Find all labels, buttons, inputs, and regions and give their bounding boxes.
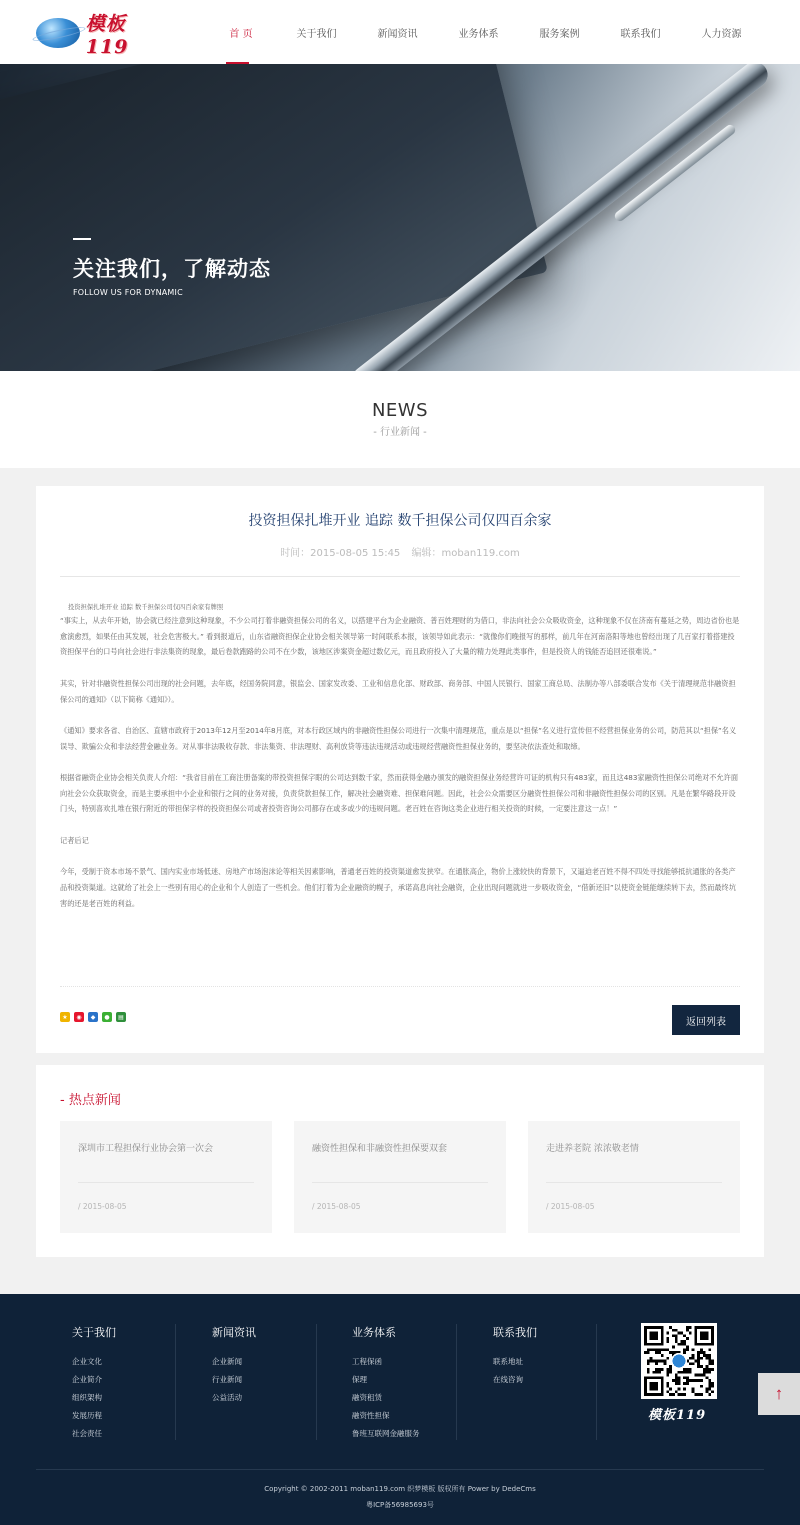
back-to-list-button[interactable]: 返回列表 <box>672 1005 740 1035</box>
hot-news-section <box>36 1065 764 1257</box>
footer-link[interactable]: 企业文化 <box>72 1357 102 1366</box>
icp-text: 粤ICP备56985693号 <box>366 1501 434 1509</box>
article-body <box>60 602 740 927</box>
footer-link[interactable]: 企业新闻 <box>212 1357 242 1366</box>
article-paragraph: 《通知》要求各省、自治区、直辖市政府于2013年12月至2014年8月底，对本行政区域内的非融资性担保公司进行一次集中清理规范，重点是以“担保”名义进行宣传但不经营担保业务的公司，防范其以“担保”名义误导、欺骗公众和非法经营金融业务。对从事非法吸收存款、非法集资、非法理财、高利放贷等违法违规活动或违规经营融资性担保业务的，要坚决依法查处和取缔。 <box>60 725 737 751</box>
footer-link[interactable]: 在线咨询 <box>493 1375 523 1384</box>
globe-logo-icon <box>36 18 80 48</box>
banner-title: 关注我们，了解动态 <box>73 257 271 281</box>
footer-divider <box>175 1324 176 1440</box>
renren-share-icon[interactable]: ▤ <box>116 1012 126 1022</box>
hot-news-card-title[interactable]: 走进养老院 浓浓敬老情 <box>546 1144 639 1154</box>
footer-link[interactable]: 行业新闻 <box>212 1375 242 1384</box>
qr-code-image <box>641 1323 717 1399</box>
tencent-share-icon[interactable]: ◆ <box>88 1012 98 1022</box>
footer-link[interactable]: 鲁班互联网金融服务 <box>352 1429 420 1438</box>
hot-news-card[interactable] <box>528 1121 740 1233</box>
logo-text: 模板119 <box>85 12 129 58</box>
article-paragraph: 今年，受制于资本市场不景气、国内实业市场低迷、房地产市场泡沫论等相关因素影响，普通老百姓的投资渠道愈发狭窄。在通胀高企，物价上涨较快的背景下，又逼迫老百姓不得不四处寻找能够抵抗通胀的各类产品和投资渠道。这就给了社会上一些别有用心的企业和个人创造了一些机会。他们打着为企业融资的幌子，承诺高息向社会融资，企业出现问题就进一步吸收资金，“借新还旧”以使资金链能继续转下去，然而最终坑害的还是老百姓的利益。 <box>60 867 736 908</box>
nav-item[interactable]: 关于我们 <box>296 28 337 40</box>
footer-column-title: 联系我们 <box>493 1326 537 1339</box>
footer-column-title: 新闻资讯 <box>212 1326 256 1339</box>
main-nav <box>206 0 762 64</box>
site-logo[interactable] <box>36 12 168 58</box>
hot-news-list <box>60 1121 740 1233</box>
article-editor: 编辑：moban119.com <box>411 548 520 559</box>
footer-column <box>493 1324 633 1442</box>
footer-column <box>72 1324 212 1442</box>
nav-item[interactable]: 首 页 <box>206 0 276 64</box>
article-time: 时间：2015-08-05 15:45 <box>280 548 401 559</box>
banner-subtitle: FOLLOW US FOR DYNAMIC <box>73 288 183 297</box>
footer-link[interactable]: 联系地址 <box>493 1357 523 1366</box>
site-footer <box>0 1294 800 1525</box>
nav-item[interactable]: 新闻资讯 <box>377 28 418 40</box>
footer-divider <box>316 1324 317 1440</box>
footer-link[interactable]: 保理 <box>352 1375 367 1384</box>
article-paragraph: 记者后记 <box>60 835 89 845</box>
divider <box>60 986 740 987</box>
footer-link[interactable]: 公益活动 <box>212 1393 242 1402</box>
banner-dash <box>73 238 91 240</box>
back-to-top-button[interactable]: ↑ <box>758 1373 800 1415</box>
nav-item[interactable]: 服务案例 <box>539 28 580 40</box>
qzone-share-icon[interactable]: ★ <box>60 1012 70 1022</box>
divider <box>312 1182 488 1183</box>
copyright-text: Copyright © 2002-2011 moban119.com 织梦模板 版权所有 Power by DedeCms <box>264 1485 536 1493</box>
hot-news-card[interactable] <box>294 1121 506 1233</box>
share-bar <box>60 1012 126 1022</box>
footer-link[interactable]: 融资租赁 <box>352 1393 382 1402</box>
nav-item[interactable]: 联系我们 <box>620 28 661 40</box>
divider <box>78 1182 254 1183</box>
nav-item[interactable]: 业务体系 <box>458 28 499 40</box>
hot-news-card-title[interactable]: 融资性担保和非融资性担保要双套 <box>312 1144 448 1154</box>
footer-divider <box>596 1324 597 1440</box>
article-intro: 投资担保扎堆开业 追踪 数千担保公司仅四百余家有牌照 <box>68 604 224 611</box>
hot-news-card-date: / 2015-08-05 <box>312 1202 361 1211</box>
weibo-share-icon[interactable]: ◉ <box>74 1012 84 1022</box>
article-title: 投资担保扎堆开业 追踪 数千担保公司仅四百余家 <box>248 513 552 529</box>
banner-notebook-image <box>0 64 548 371</box>
footer-column-title: 业务体系 <box>352 1326 396 1339</box>
footer-link[interactable]: 社会责任 <box>72 1429 102 1438</box>
divider <box>60 576 740 577</box>
footer-logo-text: 模板119 <box>648 1408 707 1423</box>
footer-link[interactable]: 发展历程 <box>72 1411 102 1420</box>
article-paragraph: 其实，针对非融资性担保公司出现的社会问题，去年底，经国务院同意，银监会、国家发改委、工业和信息化部、财政部、商务部、中国人民银行、国家工商总局、法制办等八部委联合发布《关于清理规范非融资担保公司的通知》（以下简称《通知》）。 <box>60 678 736 704</box>
footer-column <box>352 1324 492 1442</box>
hot-news-title: - 热点新闻 <box>60 1093 121 1108</box>
footer-column <box>212 1324 352 1442</box>
hot-news-card-title[interactable]: 深圳市工程担保行业协会第一次会 <box>78 1144 214 1154</box>
hot-news-card-date: / 2015-08-05 <box>546 1202 595 1211</box>
wechat-share-icon[interactable]: ● <box>102 1012 112 1022</box>
divider <box>36 1469 764 1470</box>
footer-column-title: 关于我们 <box>72 1326 116 1339</box>
nav-item[interactable]: 人力资源 <box>701 28 742 40</box>
footer-link[interactable]: 组织架构 <box>72 1393 102 1402</box>
article-card <box>36 486 764 1053</box>
hot-news-card-date: / 2015-08-05 <box>78 1202 127 1211</box>
section-title-cn: - 行业新闻 - <box>373 427 427 438</box>
section-title-en: NEWS <box>371 400 429 421</box>
hero-banner <box>0 64 800 371</box>
footer-link[interactable]: 融资性担保 <box>352 1411 390 1420</box>
site-header <box>0 0 800 64</box>
hot-news-card[interactable] <box>60 1121 272 1233</box>
footer-link[interactable]: 工程保函 <box>352 1357 382 1366</box>
article-paragraph: “事实上，从去年开始，协会就已经注意到这种现象，不少公司打着非融资担保公司的名义，以搭建平台为企业融资、普百姓理财的为借口，非法向社会公众吸收资金，这种现象不仅在济南有蔓延之势，周边省份也是愈演愈烈，如果任由其发展，社会危害极大。” 看到报道后，山东省融资担保企业协会相关领导第一时间联系本报，该领导如此表示：“就像你们晚报写的那样，前几年在河南洛阳等地也曾经出现了几百家打着搭建投资担保平台的口号向社会进行非法集资的现象，最后卷款跑路的公司不在少数，该地区涉案资金超过数亿元，而且政府投入了大量的精力处理此类事件，但是投资人的钱能否追回还很难说。” <box>60 616 740 657</box>
article-paragraph: 根据省融资企业协会相关负责人介绍：“我省目前在工商注册备案的带投资担保字眼的公司达到数千家，然而获得金融办颁发的融资担保业务经营许可证的机构只有483家，而且这483家融资性担保公司绝对不允许面向社会公众获取资金，而是主要承担中小企业和银行之间的业务对接，负责贷款担保工作，解决社会融资难、担保难问题。因此，社会公众需要区分融资性担保公司和非融资性担保公司的区别。凡是在繁华路段开设门头，特别喜欢扎堆在银行附近的带担保字样的投资担保公司或者投资咨询公司都存在或多或少的违规问题。老百姓在咨询这类企业进行相关投资的时候，一定要注意这一点！” <box>60 772 739 814</box>
section-heading <box>0 371 800 468</box>
footer-divider <box>456 1324 457 1440</box>
article-meta <box>36 544 764 559</box>
footer-link[interactable]: 企业简介 <box>72 1375 102 1384</box>
divider <box>546 1182 722 1183</box>
